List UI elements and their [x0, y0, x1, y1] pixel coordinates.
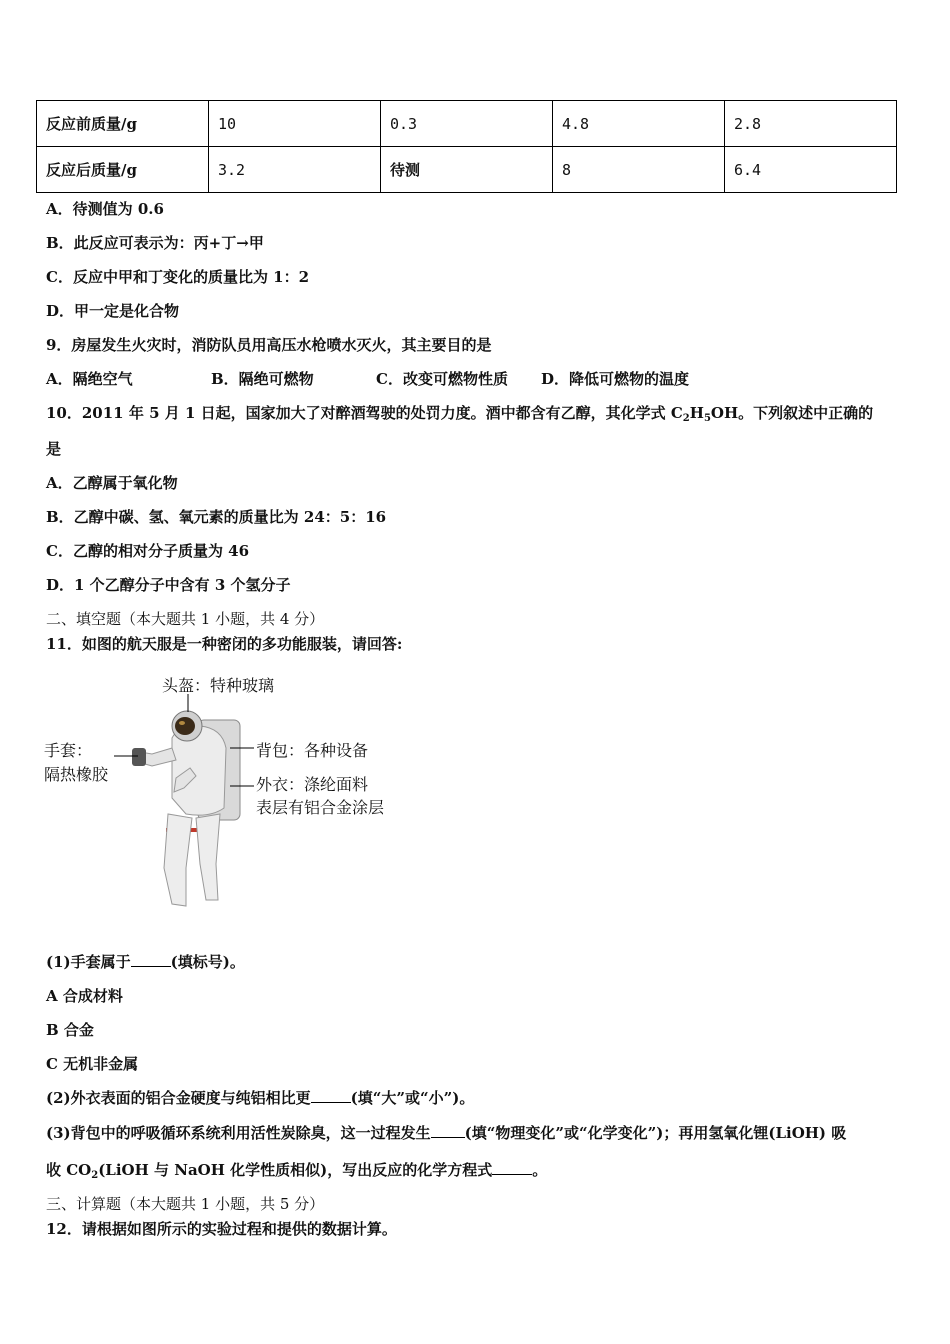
- q10-stem-part: H: [689, 404, 704, 422]
- coat-surface-label: 表层有铝合金涂层: [256, 798, 385, 817]
- q12-stem: 12．请根据如图所示的实验过程和提供的数据计算。: [46, 1220, 397, 1238]
- q11-part3-text: (3)背包中的呼吸循环系统利用活性炭除臭，这一过程发生: [46, 1124, 431, 1142]
- mass-table: [36, 100, 897, 193]
- q9-option-a: A．隔绝空气: [46, 370, 133, 388]
- answer-blank: [311, 1088, 351, 1103]
- q9-option-d: D．降低可燃物的温度: [541, 370, 690, 388]
- table-row: [37, 101, 897, 147]
- table-row: [37, 147, 897, 193]
- q11-part3-line2: [46, 1160, 547, 1180]
- section-2-heading: 二、填空题（本大题共 1 小题，共 4 分）: [46, 610, 325, 628]
- q11-option-b: B 合金: [46, 1021, 94, 1039]
- glove-label: 手套：: [44, 741, 93, 760]
- q8-option-b: B．此反应可表示为：丙+丁→甲: [46, 234, 264, 252]
- q11-stem: 11．如图的航天服是一种密闭的多功能服装，请回答:: [46, 635, 403, 653]
- q10-stem-line2: 是: [46, 440, 62, 458]
- cell: 10: [209, 101, 381, 147]
- backpack-label: 背包：各种设备: [256, 741, 369, 760]
- answer-blank: [431, 1123, 465, 1138]
- q10-stem: [46, 403, 873, 423]
- glove-shape: [132, 748, 146, 766]
- subscript: 2: [91, 1170, 99, 1181]
- q11-part3-text: 收 CO: [46, 1161, 92, 1179]
- q8-option-d: D．甲一定是化合物: [46, 302, 180, 320]
- q10-option-d: D．1 个乙醇分子中含有 3 个氢分子: [46, 576, 291, 594]
- q9-stem: 9．房屋发生火灾时，消防队员用高压水枪喷水灭火，其主要目的是: [46, 336, 492, 354]
- cell: 3.2: [209, 147, 381, 193]
- q11-part1-text: (填标号)。: [170, 953, 245, 971]
- helmet-label: 头盔：特种玻璃: [162, 676, 275, 695]
- row-label: 反应前质量/g: [37, 101, 209, 147]
- q11-part2-text: (2)外衣表面的铝合金硬度与纯铝相比更: [46, 1089, 311, 1107]
- cell: 0.3: [381, 101, 553, 147]
- answer-blank: [131, 952, 171, 967]
- section-3-heading: 三、计算题（本大题共 1 小题，共 5 分）: [46, 1195, 325, 1213]
- subscript: 2: [682, 413, 690, 424]
- q10-stem-part: 10．2011 年 5 月 1 日起，国家加大了对醉酒驾驶的处罚力度。酒中都含有乙醇，其化学式 C: [46, 404, 683, 422]
- coat-label: 外衣：涤纶面料: [256, 775, 369, 794]
- q11-part3-text: 。: [532, 1161, 548, 1179]
- q9-option-b: B．隔绝可燃物: [211, 370, 314, 388]
- spacesuit-figure: [40, 668, 410, 918]
- q11-option-a: A 合成材料: [46, 987, 123, 1005]
- subscript: 5: [703, 413, 711, 424]
- q8-option-c: C．反应中甲和丁变化的质量比为 1：2: [46, 268, 310, 286]
- glove-material-label: 隔热橡胶: [44, 765, 109, 784]
- cell: 6.4: [725, 147, 897, 193]
- cell: 4.8: [553, 101, 725, 147]
- row-label: 反应后质量/g: [37, 147, 209, 193]
- q8-option-a: A．待测值为 0.6: [46, 200, 164, 218]
- q10-option-a: A．乙醇属于氧化物: [46, 474, 178, 492]
- cell: 8: [553, 147, 725, 193]
- q11-option-c: C 无机非金属: [46, 1055, 139, 1073]
- q11-part1-text: (1)手套属于: [46, 953, 131, 971]
- q11-part2-text: (填“大”或“小”)。: [350, 1089, 475, 1107]
- q11-part3: [46, 1123, 846, 1143]
- q9-option-c: C．改变可燃物性质: [376, 370, 508, 388]
- q10-option-b: B．乙醇中碳、氢、氧元素的质量比为 24：5：16: [46, 508, 387, 526]
- q11-part1: [46, 952, 245, 972]
- q10-option-c: C．乙醇的相对分子质量为 46: [46, 542, 250, 560]
- cell: 待测: [381, 147, 553, 193]
- q11-part3-text: (填“物理变化”或“化学变化”)；再用氢氧化锂(LiOH) 吸: [464, 1124, 847, 1142]
- q11-part3-text: (LiOH 与 NaOH 化学性质相似)，写出反应的化学方程式: [98, 1161, 493, 1179]
- answer-blank: [492, 1160, 532, 1175]
- q11-part2: [46, 1088, 474, 1108]
- cell: 2.8: [725, 101, 897, 147]
- q10-stem-part: OH。下列叙述中正确的: [710, 404, 874, 422]
